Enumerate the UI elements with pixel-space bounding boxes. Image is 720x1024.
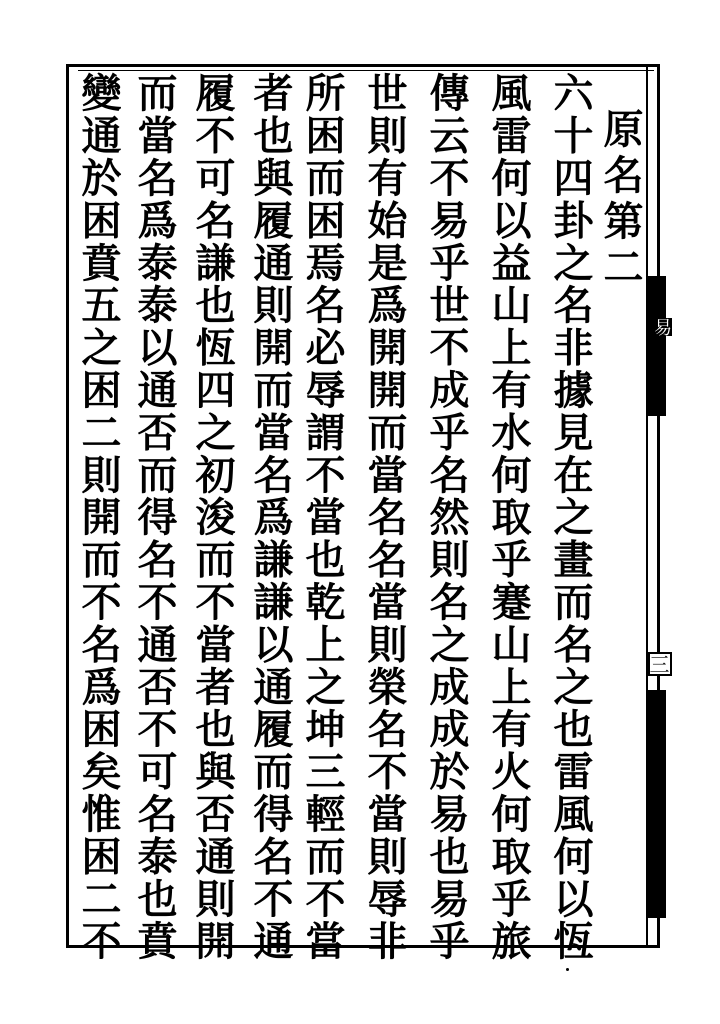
text-column-1: 六十四卦之名非據見在之畫而名之也雷風何以恆 [547, 72, 594, 963]
chapter-heading: 原名第二 [597, 108, 644, 292]
text-column-9: 變通於困賁五之困二則開而不名爲困矣惟困二不 [75, 72, 122, 963]
text-column-4: 世則有始是爲開開而當名名當則榮名不當則辱非 [361, 72, 408, 963]
margin-title: 易 [648, 318, 672, 336]
text-column-8: 而當名爲泰泰以通否而得名不通否不可名泰也賁 [131, 72, 178, 963]
margin-black-bar-top [648, 276, 666, 416]
text-column-5: 所困而困焉名必辱謂不當也乾上之坤三輕而不當 [299, 72, 346, 963]
margin-black-bar-bottom [648, 690, 666, 918]
top-rule [78, 70, 654, 71]
text-column-3: 傳云不易乎世不成乎名然則名之成成於易也易乎 [423, 72, 470, 963]
page-number: 三 [646, 654, 670, 674]
text-column-2: 風雷何以益山上有水何取乎蹇山上有火何取乎旅 [485, 72, 532, 963]
text-column-6: 者也與履通則開而當名爲謙謙以通履而得名不通 [247, 72, 294, 963]
scan-speck [566, 968, 569, 971]
text-column-7: 履不可名謙也恆四之初浚而不當者也與否通則開 [189, 72, 236, 963]
